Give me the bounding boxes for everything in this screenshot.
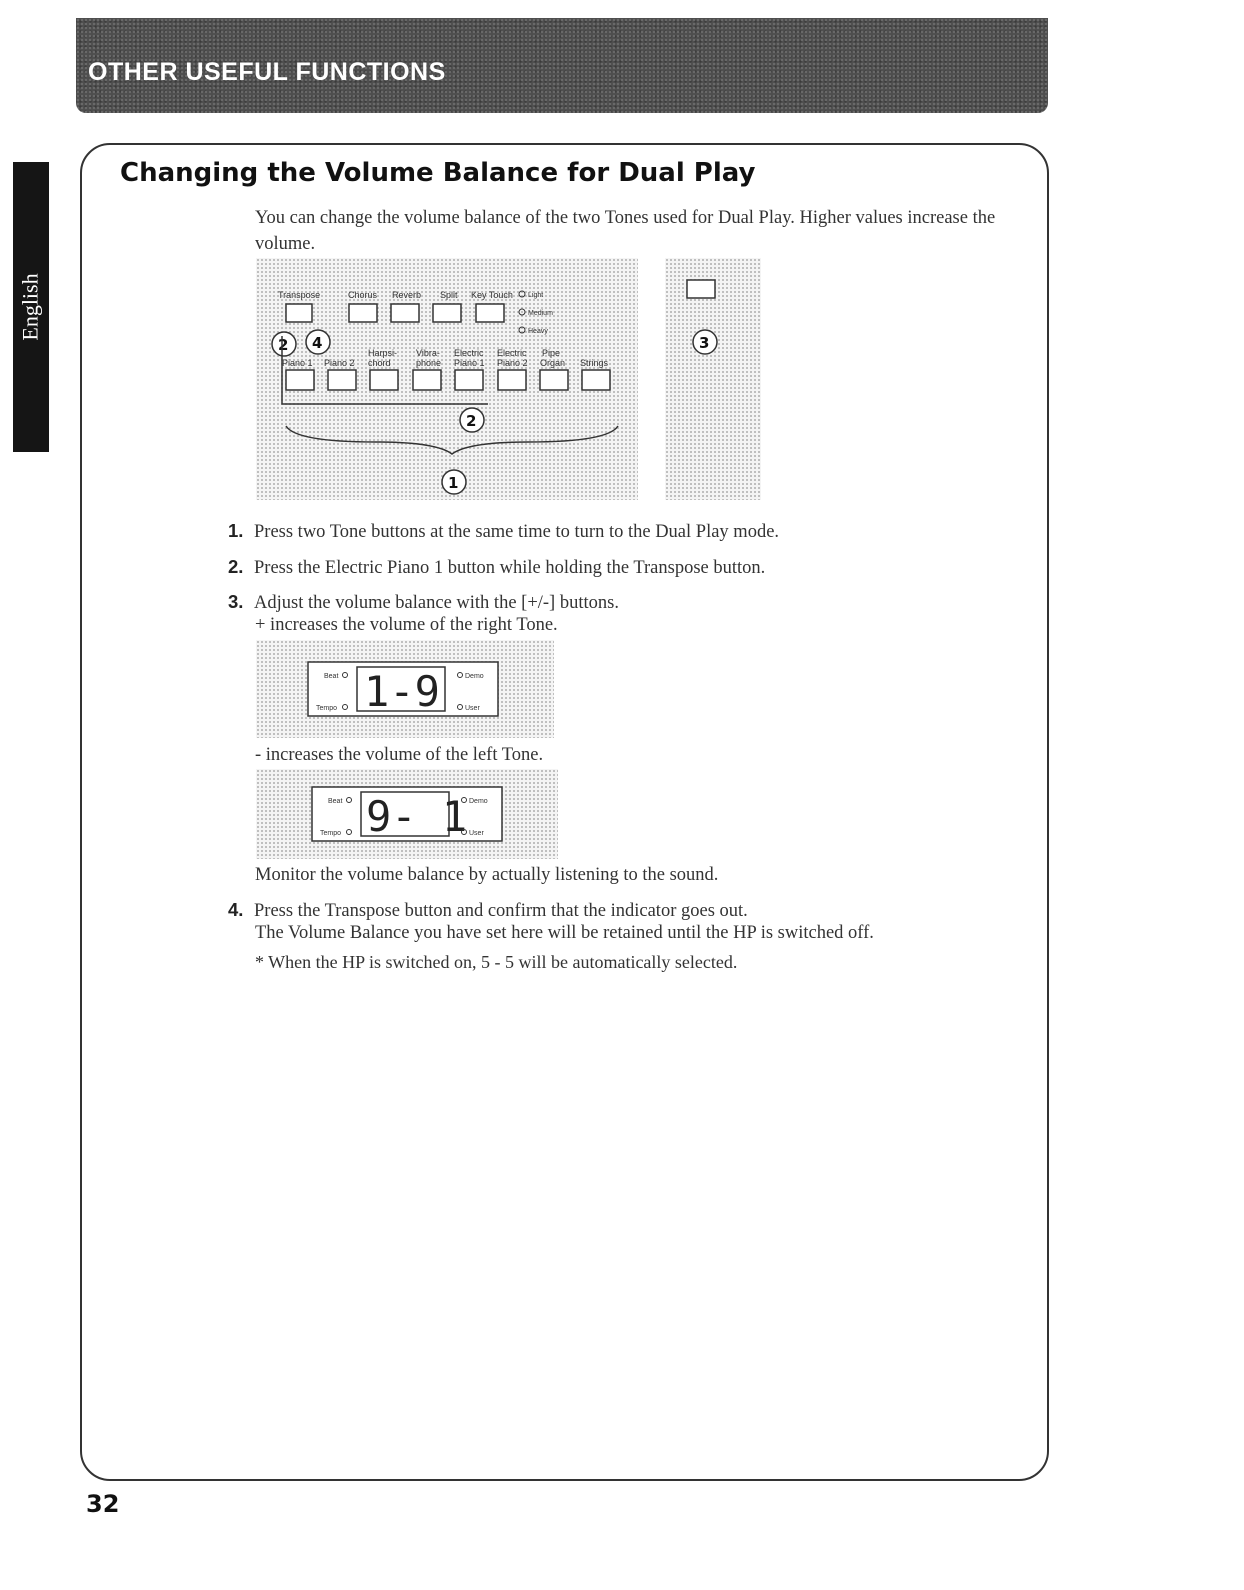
tone-label-strings: Strings xyxy=(580,358,609,368)
language-tab xyxy=(13,162,49,452)
tone-label-organ: Organ xyxy=(540,358,566,368)
step-2-number: 2. xyxy=(228,556,244,577)
step-3-text: Adjust the volume balance with the [+/-] buttons. xyxy=(254,593,619,613)
tone-button-electric-piano-2[interactable] xyxy=(498,370,526,390)
tone-label-pipe: Pipe xyxy=(542,348,561,358)
step-3-monitor-text: Monitor the volume balance by actually listening to the sound. xyxy=(255,865,719,885)
label-medium: Medium xyxy=(528,310,553,317)
intro-paragraph: You can change the volume balance of the two Tones used for Dual Play. Higher values increase the volume. xyxy=(255,208,996,254)
tones-brace xyxy=(286,426,618,454)
reverb-button[interactable] xyxy=(391,304,419,322)
tone-label-epiano-2: Piano 2 xyxy=(497,358,528,368)
key-touch-button[interactable] xyxy=(476,304,504,322)
display-left-tone xyxy=(256,769,558,859)
tone-label-vibra: Vibra- xyxy=(416,348,440,358)
step-4-number: 4. xyxy=(228,899,244,920)
panel-illustration xyxy=(256,258,638,500)
plus-minus-illustration xyxy=(665,258,761,500)
section-title: Changing the Volume Balance for Dual Play xyxy=(120,158,756,188)
tone-label-electric-2: Electric xyxy=(497,348,527,358)
display2-tempo-label: Tempo xyxy=(320,830,342,837)
callout-2b-label: 2 xyxy=(466,412,477,430)
step-4 xyxy=(228,898,748,923)
callout-2-label: 2 xyxy=(278,336,289,354)
led-light xyxy=(519,291,525,297)
step-4-text: Press the Transpose button and confirm that the indicator goes out. xyxy=(254,901,748,921)
step-3-number: 3. xyxy=(228,591,244,612)
step-3 xyxy=(228,590,619,615)
step-1-number: 1. xyxy=(228,520,244,541)
callout-4-label: 4 xyxy=(312,334,323,352)
tone-label-chord: chord xyxy=(368,358,391,368)
transpose-button[interactable] xyxy=(286,304,312,322)
step-1-text: Press two Tone buttons at the same time to turn to the Dual Play mode. xyxy=(254,522,780,542)
tone-button-strings[interactable] xyxy=(582,370,610,390)
display1-user-label: User xyxy=(465,705,480,712)
label-key-touch: Key Touch xyxy=(471,290,513,300)
tone-button-harpsichord[interactable] xyxy=(370,370,398,390)
tone-button-pipe-organ[interactable] xyxy=(540,370,568,390)
tone-label-phone: phone xyxy=(416,358,442,368)
tone-label-piano-1: Piano 1 xyxy=(282,358,313,368)
display1-beat-label: Beat xyxy=(324,673,339,680)
label-reverb: Reverb xyxy=(392,290,422,300)
step-3-minus-text: - increases the volume of the left Tone. xyxy=(255,745,544,765)
step-4-sub-text: The Volume Balance you have set here will be retained until the HP is switched off. xyxy=(255,923,874,943)
language-tab-label: English xyxy=(18,273,44,341)
label-split: Split xyxy=(440,290,458,300)
note-text: * When the HP is switched on, 5 - 5 will be automatically selected. xyxy=(255,952,738,972)
callout-1-label: 1 xyxy=(448,474,459,492)
label-chorus: Chorus xyxy=(348,290,378,300)
tone-button-piano-1[interactable] xyxy=(286,370,314,390)
step-2 xyxy=(228,555,765,580)
display2-beat-label: Beat xyxy=(328,798,343,805)
tone-button-vibraphone[interactable] xyxy=(413,370,441,390)
tone-button-electric-piano-1[interactable] xyxy=(455,370,483,390)
display1-value: 1-9 xyxy=(364,667,440,716)
display1-tempo-label: Tempo xyxy=(316,705,338,712)
plus-minus-button[interactable] xyxy=(687,280,715,298)
label-heavy: Heavy xyxy=(528,328,548,335)
chapter-title: OTHER USEFUL FUNCTIONS xyxy=(88,58,446,86)
step-2-text: Press the Electric Piano 1 button while holding the Transpose button. xyxy=(254,558,766,578)
led-medium xyxy=(519,309,525,315)
label-transpose: Transpose xyxy=(278,290,321,300)
display2-value: 9- 1 xyxy=(366,792,468,841)
display-right-tone xyxy=(256,640,554,738)
led-heavy xyxy=(519,327,525,333)
callout-3-label: 3 xyxy=(699,334,710,352)
display1-demo-label: Demo xyxy=(465,673,484,680)
label-light: Light xyxy=(528,292,544,299)
tone-label-epiano-1: Piano 1 xyxy=(454,358,485,368)
step-3-plus-text: + increases the volume of the right Tone. xyxy=(255,615,558,635)
page-number: 32 xyxy=(86,1490,120,1518)
display2-user-label: User xyxy=(469,830,484,837)
chorus-button[interactable] xyxy=(349,304,377,322)
display2-demo-label: Demo xyxy=(469,798,488,805)
tone-button-piano-2[interactable] xyxy=(328,370,356,390)
tone-label-harpsi: Harpsi- xyxy=(368,348,398,358)
split-button[interactable] xyxy=(433,304,461,322)
tone-label-electric-1: Electric xyxy=(454,348,484,358)
tone-label-piano-2: Piano 2 xyxy=(324,358,355,368)
step-1 xyxy=(228,519,779,544)
